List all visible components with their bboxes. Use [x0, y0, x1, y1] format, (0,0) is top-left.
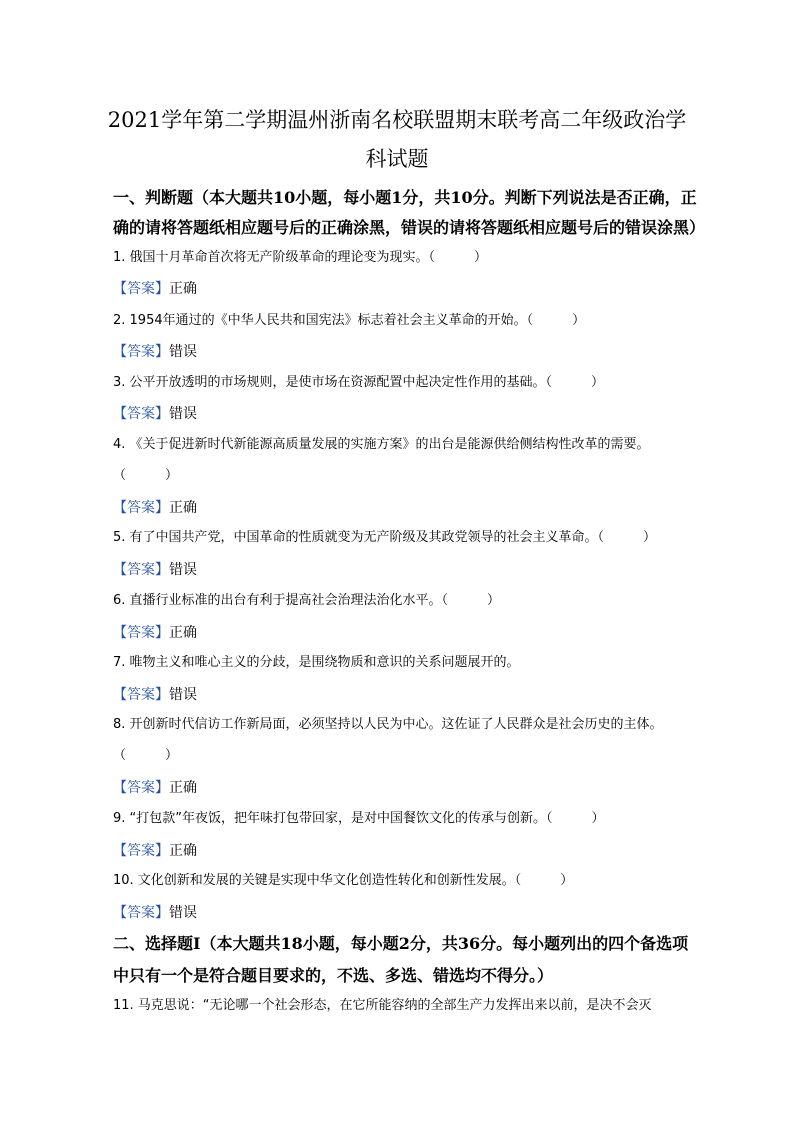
answer-10 — [113, 904, 713, 922]
answer-tag: 【答案】 — [113, 344, 169, 360]
section1-heading-line1: 一、判断题（本大题共10小题，每小题1分，共10分。判断下列说法是否正确，正 — [113, 188, 697, 207]
answer-tag: 【答案】 — [113, 687, 169, 703]
answer-tag: 【答案】 — [113, 625, 169, 641]
answer-value: 正确 — [169, 780, 197, 796]
question-8: 8. 开创新时代信访工作新局面，必须坚持以人民为中心。这佐证了人民群众是社会历史的主体。 — [113, 717, 663, 732]
section1-heading-line2: 确的请将答题纸相应题号后的正确涂黑，错误的请将答题纸相应题号后的错误涂黑） — [113, 218, 706, 237]
answer-value: 错误 — [169, 687, 197, 703]
answer-1 — [113, 280, 713, 298]
answer-tag: 【答案】 — [113, 905, 169, 921]
question-11: 11. 马克思说：“无论哪一个社会形态，在它所能容纳的全部生产力发挥出来以前，是决不会灭 — [113, 998, 652, 1013]
answer-8 — [113, 779, 713, 797]
answer-tag: 【答案】 — [113, 281, 169, 297]
answer-tag: 【答案】 — [113, 562, 169, 578]
answer-value: 错误 — [169, 562, 197, 578]
answer-2 — [113, 343, 713, 361]
document-title-line1: 2021学年第二学期温州浙南名校联盟期末联考高二年级政治学 — [107, 108, 687, 132]
question-4-bracket: （ ） — [113, 468, 179, 483]
question-1: 1. 俄国十月革命首次将无产阶级革命的理论变为现实。（ ） — [113, 250, 488, 265]
answer-value: 错误 — [169, 344, 197, 360]
answer-value: 错误 — [169, 905, 197, 921]
section2-heading-line1: 二、选择题Ⅰ（本大题共18小题，每小题2分，共36分。每小题列出的四个备选项 — [113, 934, 689, 953]
document-title-line2: 科试题 — [365, 147, 429, 171]
answer-value: 正确 — [169, 843, 197, 859]
question-9: 9. “打包款”年夜饭，把年味打包带回家，是对中国餐饮文化的传承与创新。（ ） — [113, 811, 605, 826]
answer-tag: 【答案】 — [113, 780, 169, 796]
question-5: 5. 有了中国共产党，中国革命的性质就变为无产阶级及其政党领导的社会主义革命。（ ） — [113, 530, 657, 545]
answer-value: 错误 — [169, 406, 197, 422]
answer-5 — [113, 561, 713, 579]
answer-6 — [113, 624, 713, 642]
answer-value: 正确 — [169, 500, 197, 516]
answer-9 — [113, 842, 713, 860]
question-10: 10. 文化创新和发展的关键是实现中华文化创造性转化和创新性发展。（ ） — [113, 873, 574, 888]
section2-heading-line2: 中只有一个是符合题目要求的，不选、多选、错选均不得分。） — [113, 966, 554, 985]
answer-tag: 【答案】 — [113, 843, 169, 859]
question-3: 3. 公平开放透明的市场规则，是使市场在资源配置中起决定性作用的基础。（ ） — [113, 375, 605, 390]
question-8-bracket: （ ） — [113, 748, 179, 763]
question-6: 6. 直播行业标准的出台有利于提高社会治理法治化水平。（ ） — [113, 593, 501, 608]
question-7: 7. 唯物主义和唯心主义的分歧，是围绕物质和意识的关系问题展开的。 — [113, 655, 520, 670]
answer-3 — [113, 405, 713, 423]
question-4: 4. 《关于促进新时代新能源高质量发展的实施方案》的出台是能源供给侧结构性改革的需要。 — [113, 437, 650, 452]
question-2: 2. 1954年通过的《中华人民共和国宪法》标志着社会主义革命的开始。（ ） — [113, 313, 586, 328]
answer-7 — [113, 686, 713, 704]
answer-4 — [113, 499, 713, 517]
answer-value: 正确 — [169, 625, 197, 641]
answer-tag: 【答案】 — [113, 406, 169, 422]
answer-tag: 【答案】 — [113, 500, 169, 516]
answer-value: 正确 — [169, 281, 197, 297]
